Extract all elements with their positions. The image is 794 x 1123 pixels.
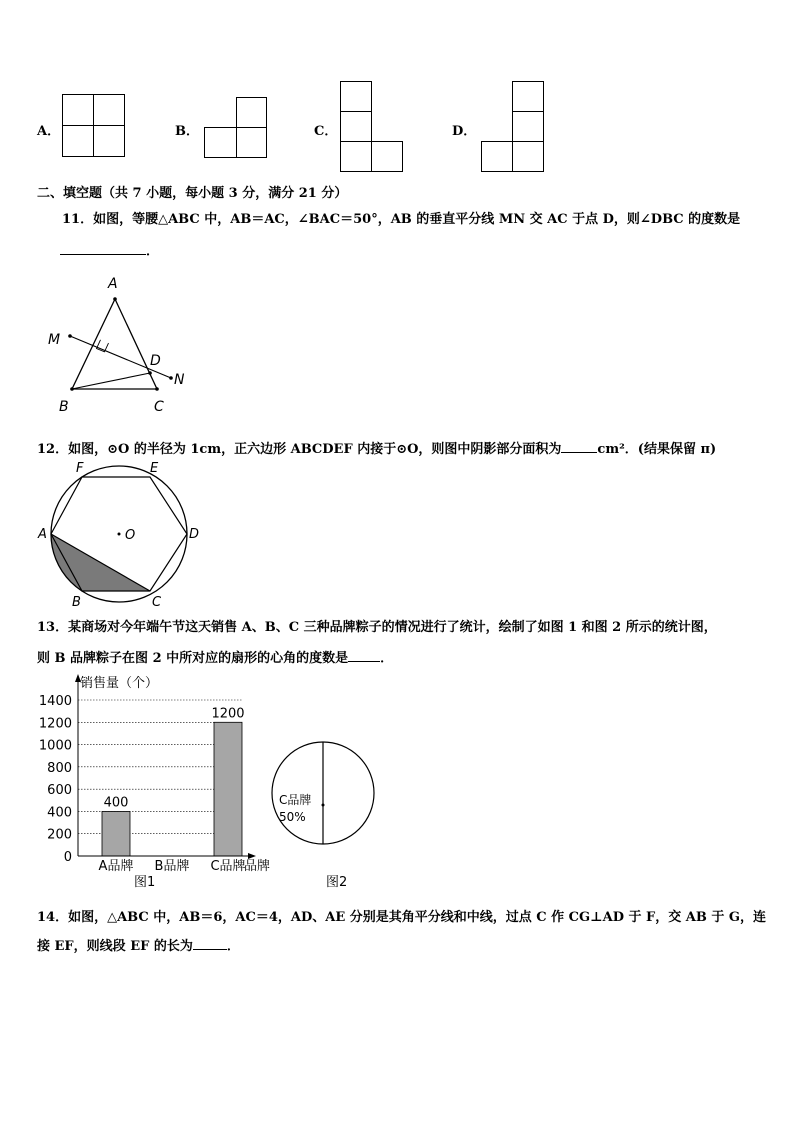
x-axis-label: 品牌 <box>244 859 271 874</box>
pie-percent: 50% <box>279 810 306 824</box>
figure-2-caption: 图2 <box>326 875 348 890</box>
y-tick-label: 1400 <box>38 694 72 709</box>
bar-chart <box>30 668 280 890</box>
label-d: D <box>189 527 200 542</box>
data-label: 400 <box>103 795 129 811</box>
question-12-text: 12．如图，⊙O 的半径为 1cm，正六边形 ABCDEF 内接于⊙O，则图中阴影部分面积为 cm²．(结果保留 π) <box>37 442 717 457</box>
option-a-label[interactable]: A． <box>37 124 61 139</box>
label-a: A <box>108 276 118 292</box>
pie-label: C品牌 <box>279 793 312 807</box>
label-m: M <box>48 332 61 348</box>
label-d: D <box>150 353 161 369</box>
y-tick-label: 200 <box>47 827 72 843</box>
x-tick-label: C品牌 <box>210 859 246 874</box>
label-n: N <box>174 372 185 388</box>
question-14-line2: 接 EF，则线段 EF 的长为 ． <box>37 939 240 954</box>
option-a-figure <box>62 94 126 158</box>
data-label: 1200 <box>211 706 245 722</box>
answer-blank[interactable] <box>348 649 380 662</box>
figure-1-caption: 图1 <box>134 875 156 890</box>
bar-1 <box>102 811 130 856</box>
y-tick-label: 1000 <box>38 738 72 754</box>
option-d-label[interactable]: D． <box>452 124 477 139</box>
label-a: A <box>38 527 47 542</box>
hexagon-circle-figure <box>36 456 206 612</box>
y-tick-label: 600 <box>47 783 72 799</box>
question-13-line2: 则 B 品牌粽子在图 2 中所对应的扇形的心角的度数是 ． <box>37 651 394 666</box>
option-b-label[interactable]: B． <box>175 124 199 139</box>
y-axis-label: 销售量（个） <box>80 676 159 691</box>
x-tick-label: A品牌 <box>98 859 134 874</box>
y-tick-label: 1200 <box>38 716 72 732</box>
bar-3 <box>214 722 242 856</box>
x-tick-label: B品牌 <box>154 859 190 874</box>
label-b: B <box>72 595 81 610</box>
y-tick-label: 800 <box>47 760 72 776</box>
y-tick-label: 0 <box>63 850 72 865</box>
label-e: E <box>150 461 159 476</box>
answer-blank[interactable] <box>60 242 146 255</box>
triangle-figure <box>40 270 200 420</box>
answer-blank[interactable] <box>561 440 597 453</box>
label-c: C <box>152 595 162 610</box>
y-tick-label: 400 <box>47 805 72 821</box>
label-f: F <box>76 461 84 476</box>
label-o: O <box>125 528 136 543</box>
question-11-answer[interactable]: ． <box>60 240 159 259</box>
section-title: 二、填空题（共 7 小题，每小题 3 分，满分 21 分） <box>37 186 348 201</box>
label-b: B <box>59 399 69 415</box>
pie-chart <box>270 726 380 892</box>
question-14-line1: 14．如图，△ABC 中，AB＝6，AC＝4，AD、AE 分别是其角平分线和中线，过点 C 作 CG⊥AD 于 F，交 AB 于 G，连 <box>37 910 767 925</box>
answer-blank[interactable] <box>193 937 227 950</box>
option-c-label[interactable]: C． <box>314 124 338 139</box>
question-13-line1: 13．某商场对今年端午节这天销售 A、B、C 三种品牌粽子的情况进行了统计，绘制了如图 1 和图 2 所示的统计图， <box>37 620 717 635</box>
option-c-figure <box>340 81 404 172</box>
label-c: C <box>154 399 164 415</box>
option-b-figure <box>204 97 268 159</box>
question-11-text: 11．如图，等腰△ABC 中，AB＝AC，∠BAC＝50°，AB 的垂直平分线 MN 交 AC 于点 D，则∠DBC 的度数是 <box>62 212 741 227</box>
option-d-figure <box>481 81 545 172</box>
